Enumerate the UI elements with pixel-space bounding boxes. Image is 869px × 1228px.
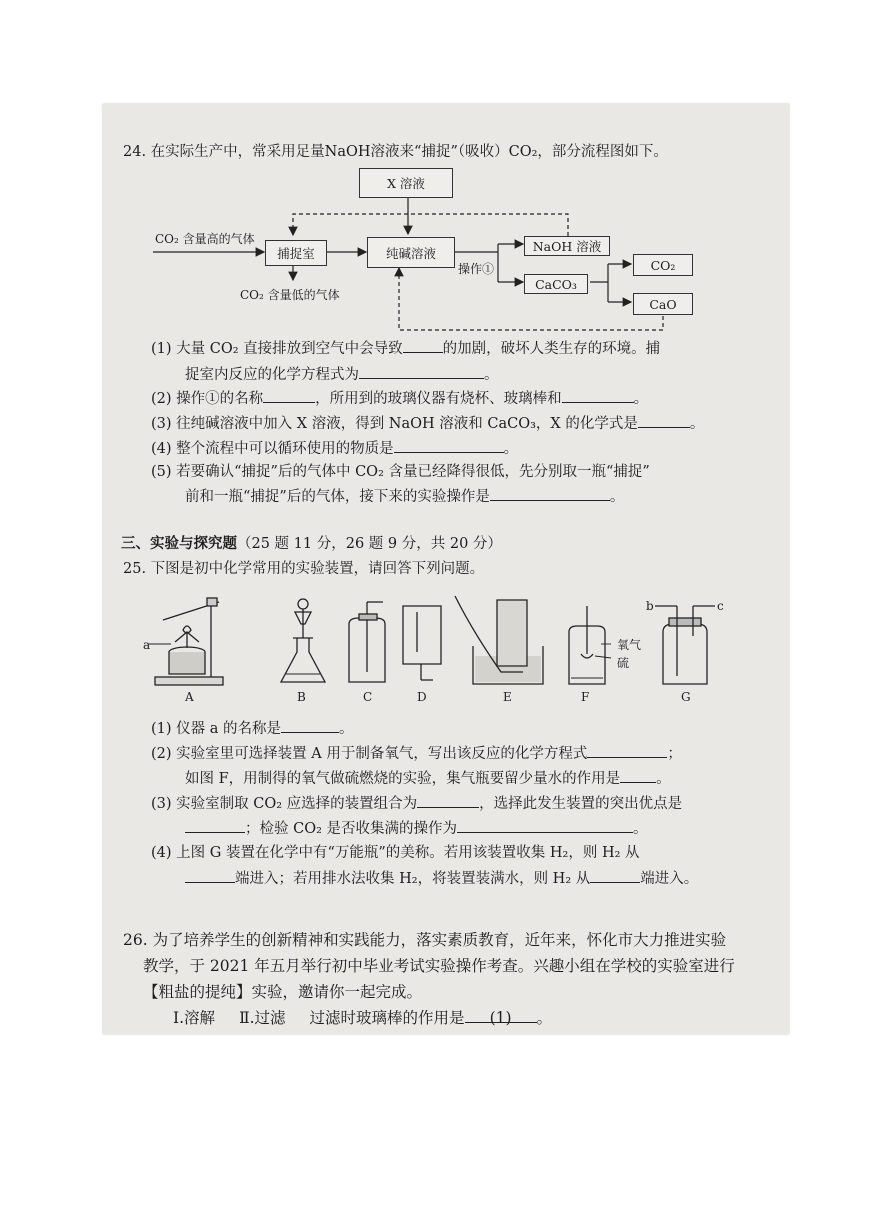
apparatus-label-a: A [185,690,194,704]
apparatus-b-drawing [281,599,325,682]
g-end-c: c [717,599,724,613]
q24-4-text-a: (4) 整个流程中可以循环使用的物质是 [151,441,394,457]
q25-4-text-b: 端进入；若用排水法收集 H₂，将装置装满水，则 H₂ 从 [235,871,591,887]
answer-blank[interactable] [185,868,235,883]
co2-box: CO₂ [633,254,693,276]
period: 。 [609,489,625,505]
answer-blank[interactable] [490,486,610,501]
q25-stem: 25. 下图是初中化学常用的实验装置，请回答下列问题。 [123,561,485,577]
x-solution-box: X 溶液 [359,168,453,198]
caco3-box: CaCO₃ [524,274,588,294]
q25-4-line1: (4) 上图 G 装置在化学中有“万能瓶”的美称。若用该装置收集 H₂，则 H₂ 从 [151,845,640,861]
answer-blank[interactable] [620,768,656,783]
answer-blank-1[interactable]: (1) [465,1008,537,1023]
answer-blank[interactable] [359,364,484,379]
period: 。 [633,821,648,837]
apparatus-label-f: F [581,690,590,704]
q24-2-line [151,388,648,409]
q25-4-line2 [185,868,698,889]
q25-2-text-b: 如图 F，用制得的氧气做硫燃烧的实验，集气瓶要留少量水的作用是 [185,771,621,787]
oxygen-label: 氧气 [617,638,642,652]
apparatus-label-d: D [417,690,427,704]
input-gas-label: CO₂ 含量高的气体 [155,232,255,246]
q25-3-text-b: ，选择此发生装置的突出优点是 [479,796,683,812]
q24-1-text-a: (1) 大量 CO₂ 直接排放到空气中会导致 [151,341,403,357]
q24-5-line2 [185,486,624,507]
q25-2-line2 [185,768,671,789]
q26-steps-line [173,1008,552,1028]
apparatus-e-drawing [455,596,543,684]
period: 。 [503,441,519,457]
period: 。 [633,391,649,407]
cao-box: CaO [633,293,693,315]
q26-stem-line3: 【粗盐的提纯】实验，邀请你一起完成。 [143,983,423,1001]
q26-stem-line2: 教学，于 2021 年五月举行初中毕业考试实验操作考查。兴趣小组在学校的实验室进行 [143,957,735,975]
period: 。 [484,367,499,383]
q24-3-line [151,413,704,434]
apparatus-d-drawing [403,606,441,680]
period: 。 [689,416,705,432]
q24-1-line1 [151,338,660,359]
apparatus-f-drawing [569,606,611,684]
answer-blank[interactable] [281,718,339,733]
q24-3-text-a: (3) 往纯碱溶液中加入 X 溶液，得到 NaOH 溶液和 CaCO₃，X 的化学式是 [151,416,638,432]
answer-blank[interactable] [590,868,640,883]
q25-2-text-a: (2) 实验室里可选择装置 A 用于制备氧气，写出该反应的化学方程式 [151,746,588,762]
answer-blank[interactable] [403,338,443,353]
output-gas-label: CO₂ 含量低的气体 [240,288,340,302]
q24-2-text-a: (2) 操作①的名称 [151,391,264,407]
apparatus-label-e: E [503,690,512,704]
section3-heading [121,534,502,554]
section3-title: 三、实验与探究题 [121,535,237,552]
answer-blank[interactable] [263,388,315,403]
q24-2-text-b: ，所用到的玻璃仪器有烧杯、玻璃棒和 [315,391,562,407]
g-end-b: b [646,599,654,613]
apparatus-label-c: C [363,690,373,704]
apparatus-g-drawing [655,606,715,684]
q25-3-text-c: ；检验 CO₂ 是否收集满的操作为 [245,821,458,837]
soda-solution-box: 纯碱溶液 [367,237,455,268]
answer-blank[interactable] [638,413,690,428]
period: 。 [536,1009,553,1027]
answer-blank[interactable] [587,743,667,758]
naoh-box: NaOH 溶液 [524,236,610,256]
answer-blank[interactable] [562,388,634,403]
q25-3-line2 [185,818,648,839]
q26-step2: Ⅱ.过滤 [239,1009,286,1027]
apparatus-a-mark: a [143,638,151,652]
q24-5-text-b: 前和一瓶“捕捉”后的气体，接下来的实验操作是 [185,489,490,505]
q26-filter-question: 过滤时玻璃棒的作用是 [309,1009,465,1027]
q25-1-line [151,718,354,739]
answer-blank[interactable] [394,438,504,453]
q24-1-text-b: 的加剧，破坏人类生存的环境。捕 [442,341,661,357]
q25-3-text-a: (3) 实验室制取 CO₂ 应选择的装置组合为 [151,796,418,812]
answer-blank[interactable] [417,793,479,808]
q25-2-line1 [151,743,682,764]
q24-1-line2 [185,364,499,385]
q25-4-text-c: 端进入。 [640,871,699,887]
q24-4-line [151,438,518,459]
answer-blank[interactable] [457,818,633,833]
sulfur-label: 硫 [617,656,630,670]
q26-step1: Ⅰ.溶解 [173,1009,216,1027]
capture-room-box: 捕捉室 [265,240,327,266]
semicolon: ； [667,746,682,762]
section3-note: （25 题 11 分，26 题 9 分，共 20 分） [237,536,502,552]
q24-stem: 24. 在实际生产中，常采用足量NaOH溶液来“捕捉”（吸收）CO₂，部分流程图如下。 [123,144,668,160]
period: 。 [339,721,354,737]
period: 。 [656,771,671,787]
apparatus-a-drawing [148,598,223,685]
q25-1-text: (1) 仪器 a 的名称是 [151,721,282,737]
q24-5-line1: (5) 若要确认“捕捉”后的气体中 CO₂ 含量已经降得很低，先分别取一瓶“捕捉” [151,464,650,480]
operation-label: 操作① [458,262,495,276]
answer-blank[interactable] [185,818,245,833]
apparatus-label-b: B [297,690,306,704]
q25-3-line1 [151,793,682,814]
apparatus-illustration [103,592,789,702]
q24-1-text-c: 捉室内反应的化学方程式为 [185,367,359,383]
apparatus-label-g: G [681,690,691,704]
exam-paper [103,104,789,1034]
apparatus-c-drawing [349,602,385,682]
q26-stem-line1: 26. 为了培养学生的创新精神和实践能力，落实素质教育，近年来，怀化市大力推进实验 [123,931,727,949]
